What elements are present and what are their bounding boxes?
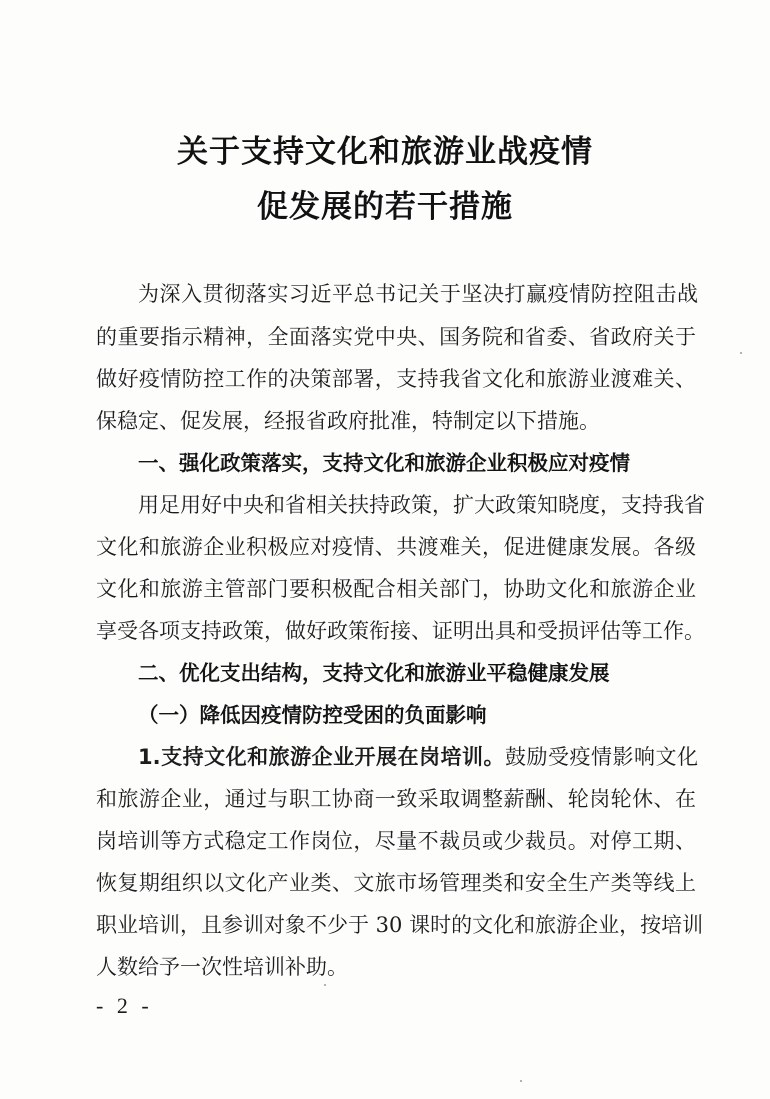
item-1-line-3: 岗培训等方式稳定工作岗位，尽量不裁员或少裁员。对停工期、 [96,829,696,853]
scan-speck [740,352,742,354]
section-1-line-1: 用足用好中央和省相关扶持政策，扩大政策知晓度，支持我省 [138,493,705,517]
section-1-line-2: 文化和旅游企业积极应对疫情、共渡难关，促进健康发展。各级 [96,535,696,559]
section-2-subheading: （一）降低因疫情防控受困的负面影响 [138,703,487,727]
section-1-line-3: 文化和旅游主管部门要积极配合相关部门，协助文化和旅游企业 [96,577,696,601]
document-title-line-2: 促发展的若干措施 [257,189,513,225]
page-number: - 2 - [96,993,153,1018]
document-title-line-1: 关于支持文化和旅游业战疫情 [177,134,593,170]
scan-speck [520,1080,522,1082]
intro-line-4: 保稳定、促发展，经报省政府批准，特制定以下措施。 [96,409,600,433]
intro-line-3: 做好疫情防控工作的决策部署，支持我省文化和旅游业渡难关、 [96,367,696,391]
item-1-lead: 1.支持文化和旅游企业开展在岗培训。 [138,745,506,769]
intro-line-1: 为深入贯彻落实习近平总书记关于坚决打赢疫情防控阻击战 [138,282,698,306]
item-1-line-2: 和旅游企业，通过与职工协商一致采取调整薪酬、轮岗轮休、在 [96,787,696,811]
item-1-line-6: 人数给予一次性培训补助。 [96,955,348,979]
item-1-first-line [138,747,698,768]
section-1-heading: 一、强化政策落实，支持文化和旅游企业积极应对疫情 [138,451,630,475]
scan-speck [324,984,326,986]
item-1-line-5: 职业培训，且参训对象不少于 30 课时的文化和旅游企业，按培训 [96,913,704,937]
section-2-heading: 二、优化支出结构，支持文化和旅游业平稳健康发展 [138,661,610,685]
intro-line-2: 的重要指示精神，全面落实党中央、国务院和省委、省政府关于 [96,325,696,349]
section-1-line-4: 享受各项支持政策，做好政策衔接、证明出具和受损评估等工作。 [96,619,705,643]
item-1-lead-rest: 鼓励受疫情影响文化 [505,745,699,769]
item-1-line-4: 恢复期组织以文化产业类、文旅市场管理类和安全生产类等线上 [96,871,696,895]
